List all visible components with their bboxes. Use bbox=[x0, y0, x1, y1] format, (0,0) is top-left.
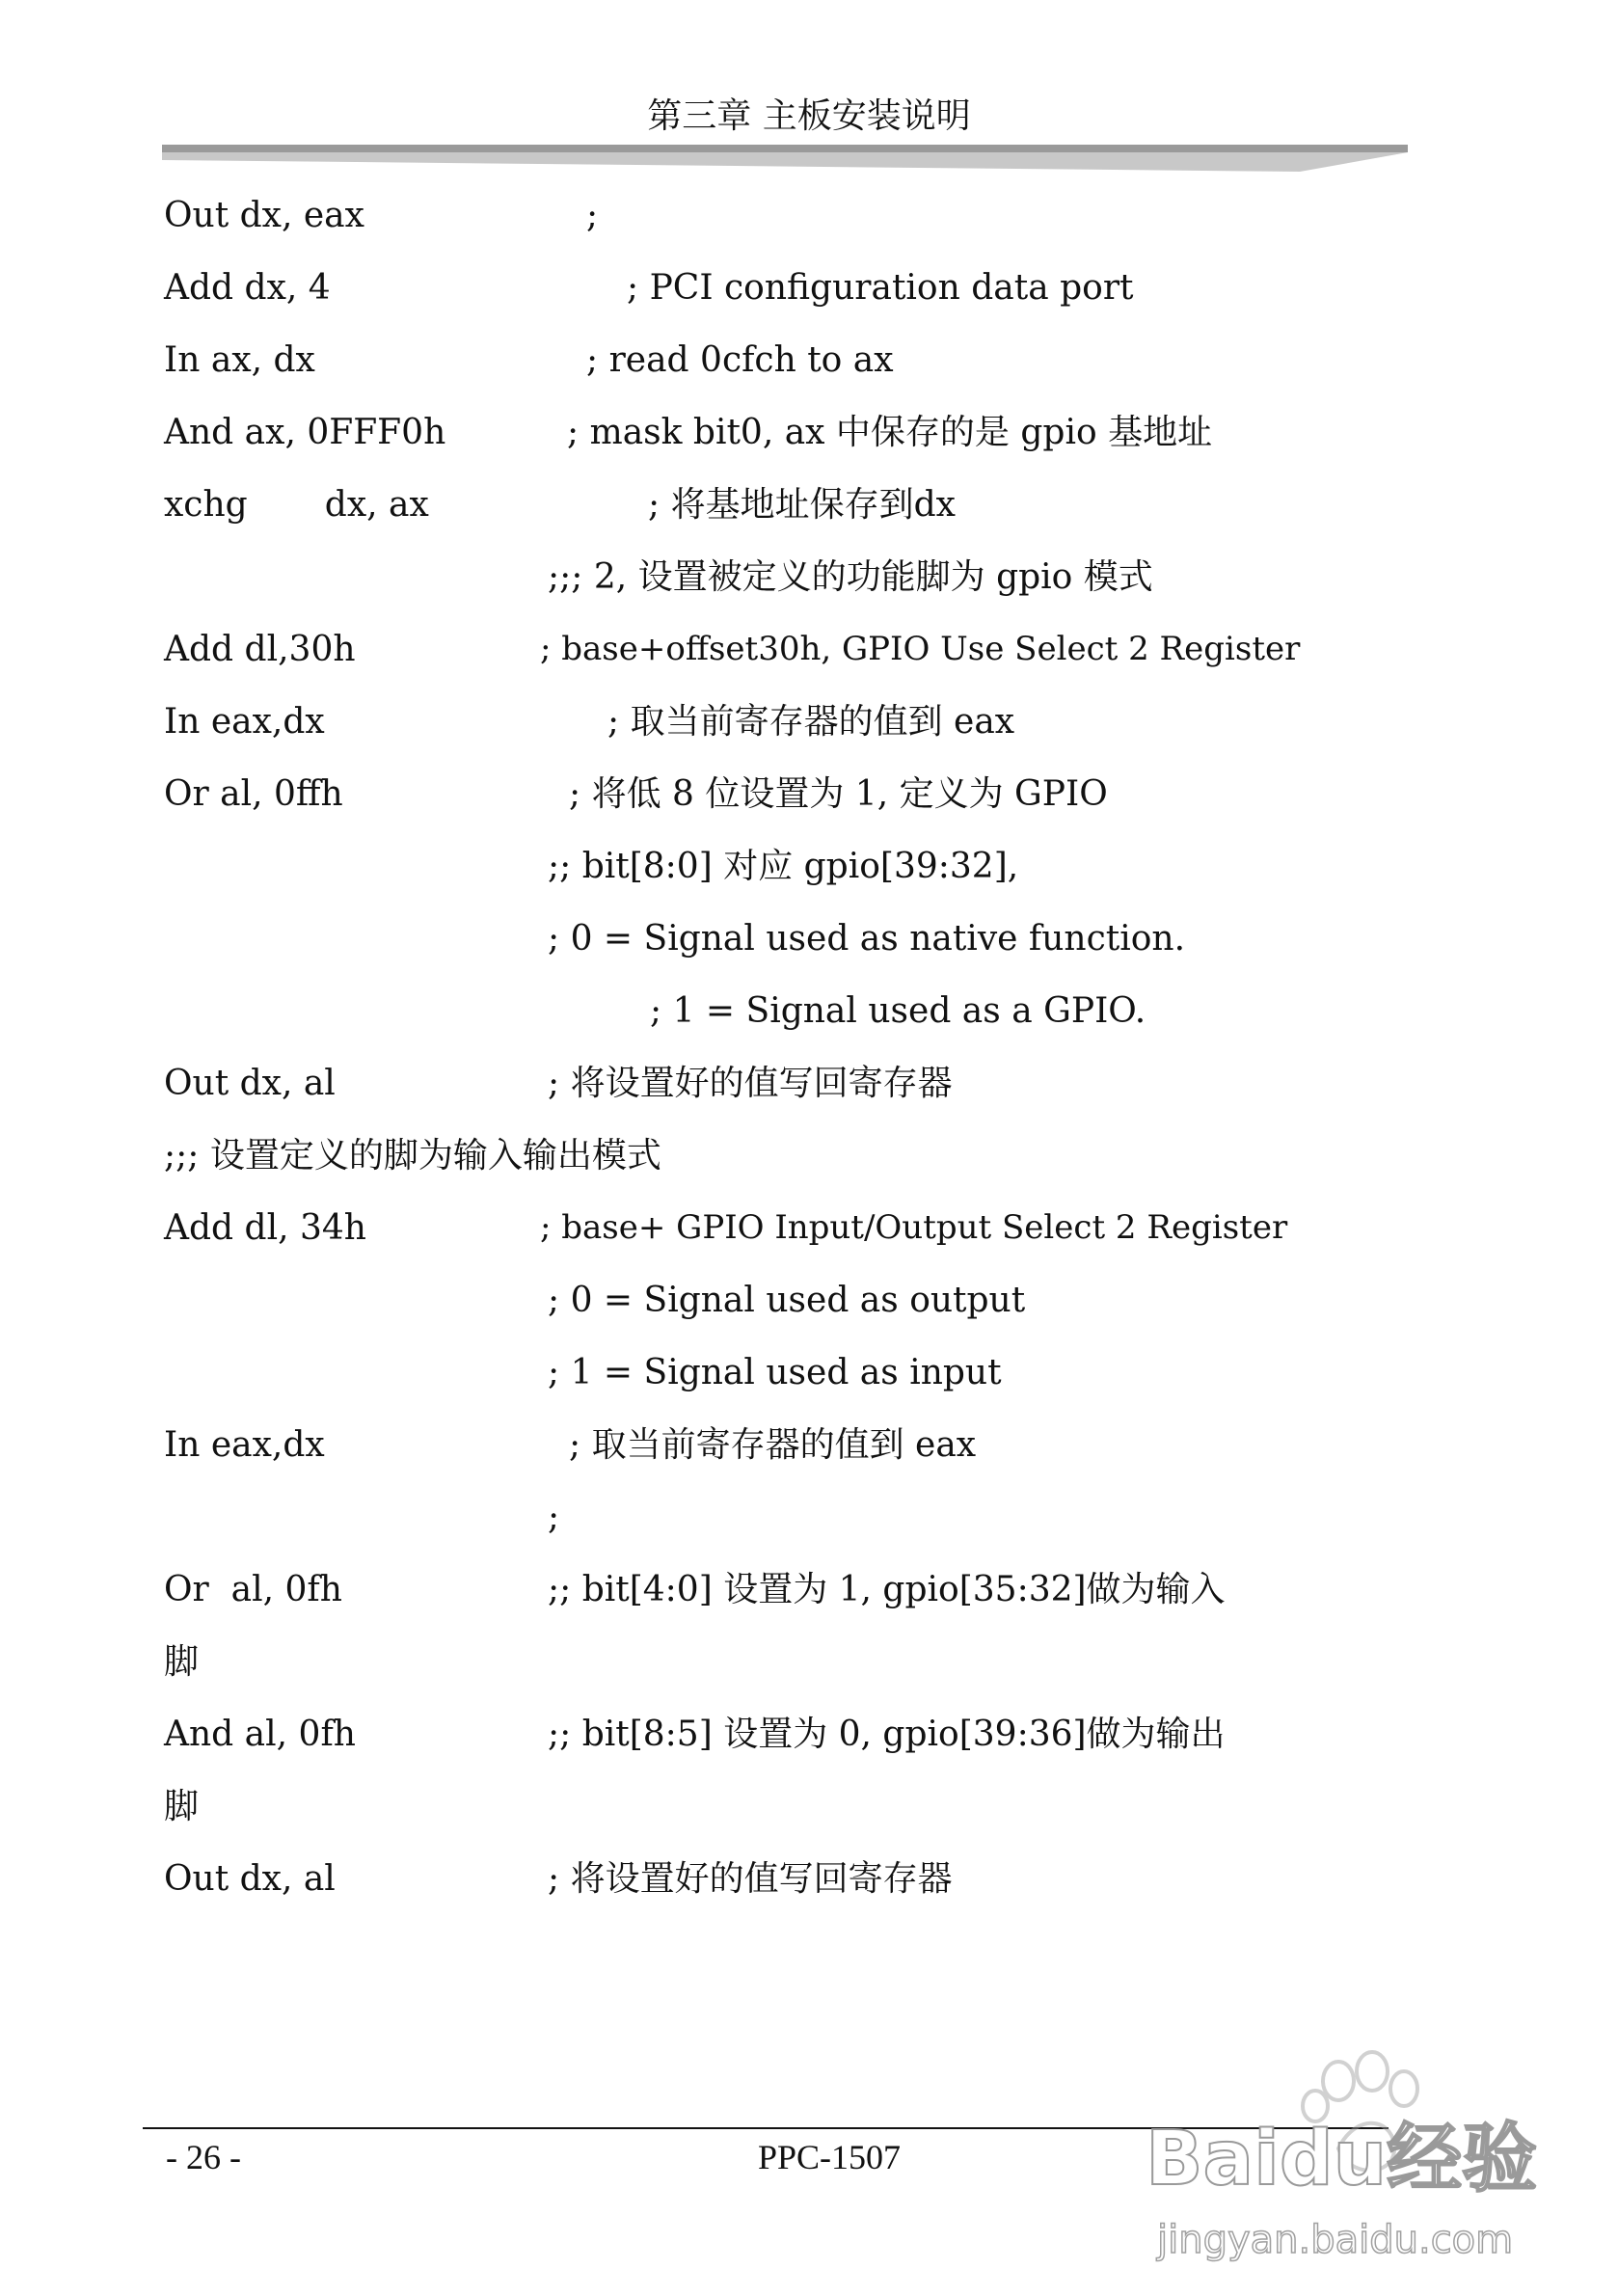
code-text: ;;; 设置定义的脚为输入输出模式 bbox=[164, 1136, 661, 1175]
header-rule bbox=[162, 139, 1408, 177]
code-comment: ; 0 = Signal used as native function. bbox=[548, 919, 1186, 959]
code-text: Out dx, al bbox=[164, 1064, 336, 1103]
code-comment: ; 取当前寄存器的值到 eax bbox=[607, 702, 1015, 742]
code-text: And al, 0fh bbox=[164, 1715, 356, 1754]
code-text: And ax, 0FFF0h bbox=[164, 413, 446, 452]
code-text: In ax, dx bbox=[164, 340, 315, 380]
code-text: Out dx, al bbox=[164, 1859, 336, 1899]
code-text: 脚 bbox=[164, 1787, 200, 1826]
code-text: 脚 bbox=[164, 1642, 200, 1682]
code-comment: ; bbox=[548, 1498, 560, 1537]
code-text: In eax,dx bbox=[164, 1425, 325, 1465]
code-comment: ;; bit[4:0] 设置为 1, gpio[35:32]做为输入 bbox=[548, 1570, 1226, 1609]
code-comment: ; base+offset30h, GPIO Use Select 2 Register bbox=[540, 630, 1301, 668]
code-text: Add dl, 34h bbox=[164, 1208, 366, 1248]
code-comment: ; mask bit0, ax 中保存的是 gpio 基地址 bbox=[567, 413, 1213, 452]
code-comment: ; base+ GPIO Input/Output Select 2 Register bbox=[540, 1208, 1288, 1247]
code-comment: ; 将基地址保存到dx bbox=[648, 485, 956, 525]
watermark-url: jingyan.baidu.com bbox=[1157, 2218, 1514, 2262]
page-header-title: 第三章 主板安装说明 bbox=[647, 96, 971, 136]
code-comment: ;;; 2, 设置被定义的功能脚为 gpio 模式 bbox=[548, 557, 1153, 597]
code-comment: ; 1 = Signal used as input bbox=[548, 1353, 1002, 1392]
code-comment: ;; bit[8:5] 设置为 0, gpio[39:36]做为输出 bbox=[548, 1715, 1226, 1754]
page-number: - 26 - bbox=[166, 2138, 241, 2176]
code-text: Or al, 0ffh bbox=[164, 774, 343, 814]
code-text: In eax,dx bbox=[164, 702, 325, 742]
code-text: Or al, 0fh bbox=[164, 1570, 342, 1609]
code-comment: ; 取当前寄存器的值到 eax bbox=[569, 1425, 977, 1465]
model-name: PPC-1507 bbox=[757, 2138, 902, 2176]
code-comment: ;; bit[8:0] 对应 gpio[39:32], bbox=[548, 847, 1019, 886]
code-text: xchg dx, ax bbox=[164, 485, 429, 525]
code-text: Out dx, eax bbox=[164, 196, 364, 235]
code-comment: ; read 0cfch to ax bbox=[586, 340, 894, 380]
code-comment: ; bbox=[586, 196, 599, 235]
code-comment: ; 将低 8 位设置为 1, 定义为 GPIO bbox=[569, 774, 1108, 814]
code-comment: ; 1 = Signal used as a GPIO. bbox=[650, 991, 1146, 1031]
code-comment: ; 0 = Signal used as output bbox=[548, 1281, 1026, 1320]
code-text: Add dl,30h bbox=[164, 630, 356, 669]
watermark-brand: Baidu经验 bbox=[1146, 2116, 1538, 2202]
code-comment: ; 将设置好的值写回寄存器 bbox=[548, 1064, 953, 1103]
code-comment: ; 将设置好的值写回寄存器 bbox=[548, 1859, 953, 1899]
code-text: Add dx, 4 bbox=[164, 268, 331, 308]
code-comment: ; PCI configuration data port bbox=[627, 268, 1134, 308]
